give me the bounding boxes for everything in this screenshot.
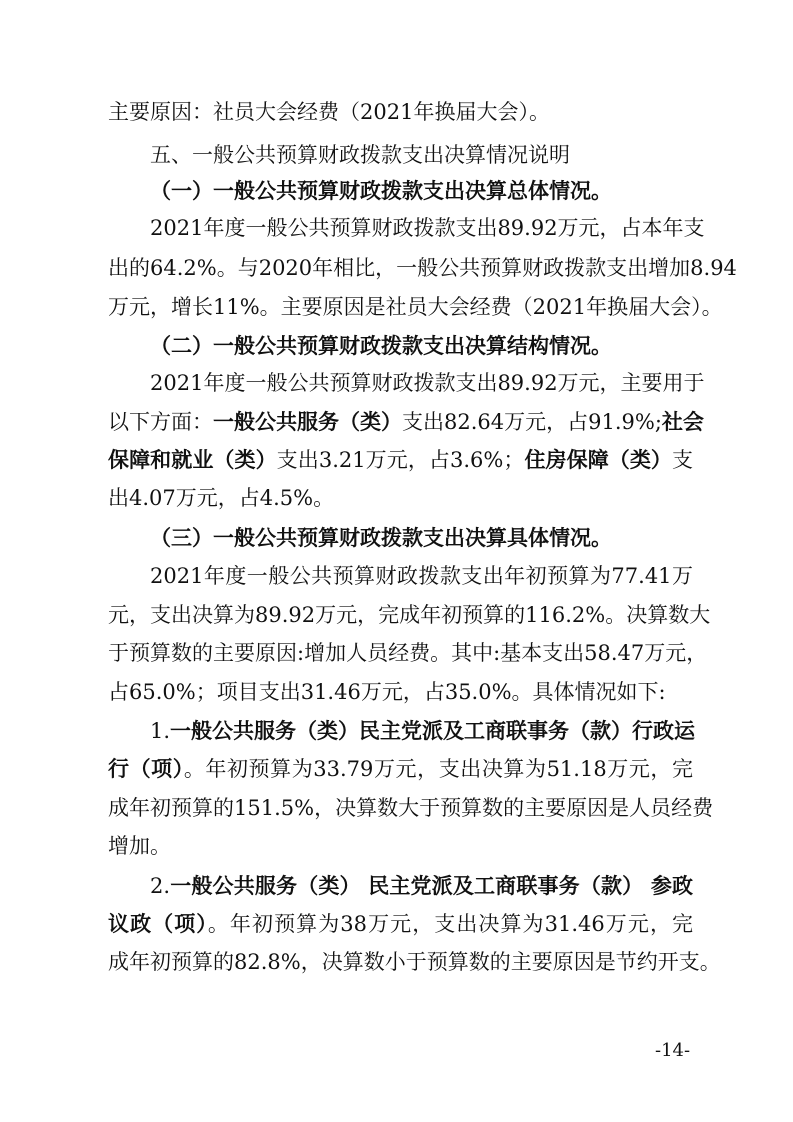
paragraph-line: 增加。: [108, 834, 171, 858]
text-run: 支: [672, 448, 694, 472]
paragraph-line: 占65.0%；项目支出31.46万元，占35.0%。具体情况如下:: [108, 680, 666, 704]
paragraph-line: [150, 719, 696, 743]
paragraph-line: 成年初预算的82.8%，决算数小于预算数的主要原因是节约开支。: [108, 950, 721, 974]
section-heading: 五、一般公共预算财政拨款支出决算情况说明: [150, 143, 570, 167]
item-number: 2.: [150, 874, 171, 898]
text-run: 。年初预算为38万元，支出决算为31.46万元，完: [207, 912, 694, 936]
paragraph-line: [150, 874, 693, 898]
subsection-heading: （一）一般公共预算财政拨款支出决算总体情况。: [150, 179, 612, 203]
paragraph-line: [108, 757, 693, 781]
paragraph-line: 2021年度一般公共预算财政拨款支出年初预算为77.41万: [150, 564, 693, 588]
paragraph-line: 万元，增长11%。主要原因是社员大会经费（2021年换届大会）。: [108, 295, 723, 319]
item-number: 1.: [150, 719, 171, 743]
page-number: -14-: [655, 1040, 691, 1061]
item-title-bold: 一般公共服务（类） 民主党派及工商联事务（款） 参政: [170, 874, 693, 898]
paragraph-line: [108, 912, 693, 936]
category-bold: 社会: [661, 410, 704, 434]
subsection-heading: （二）一般公共预算财政拨款支出决算结构情况。: [150, 334, 612, 358]
paragraph-line: 成年初预算的151.5%，决算数大于预算数的主要原因是人员经费: [108, 796, 714, 820]
paragraph-line: 出4.07万元，占4.5%。: [108, 486, 335, 510]
category-bold: 住房保障（类）: [524, 448, 673, 472]
paragraph-line: 元，支出决算为89.92万元，完成年初预算的116.2%。决算数大: [108, 603, 711, 627]
paragraph-line: 出的64.2%。与2020年相比，一般公共预算财政拨款支出增加8.94: [108, 256, 737, 280]
paragraph-line: [108, 410, 704, 434]
paragraph-line: 于预算数的主要原因:增加人员经费。其中:基本支出58.47万元，: [108, 641, 708, 665]
text-run: 以下方面：: [108, 410, 213, 434]
item-title-bold: 议政（项）: [108, 912, 208, 936]
paragraph-line: 2021年度一般公共预算财政拨款支出89.92万元，主要用于: [150, 371, 705, 395]
item-title-bold: 行（项）: [108, 757, 184, 781]
text-run: 。年初预算为33.79万元，支出决算为51.18万元，完: [183, 757, 693, 781]
category-bold: 一般公共服务（类）: [213, 410, 402, 434]
paragraph-line: [108, 448, 693, 472]
category-bold: 保障和就业（类）: [108, 448, 277, 472]
subsection-heading: （三）一般公共预算财政拨款支出决算具体情况。: [150, 526, 612, 550]
item-title-bold: 一般公共服务（类）民主党派及工商联事务（款）行政运: [170, 719, 696, 743]
paragraph-line: 主要原因：社员大会经费（2021年换届大会）。: [108, 100, 550, 124]
paragraph-line: 2021年度一般公共预算财政拨款支出89.92万元，占本年支: [150, 216, 705, 240]
text-run: 支出82.64万元，占91.9%;: [402, 410, 662, 434]
text-run: 支出3.21万元，占3.6%；: [276, 448, 525, 472]
